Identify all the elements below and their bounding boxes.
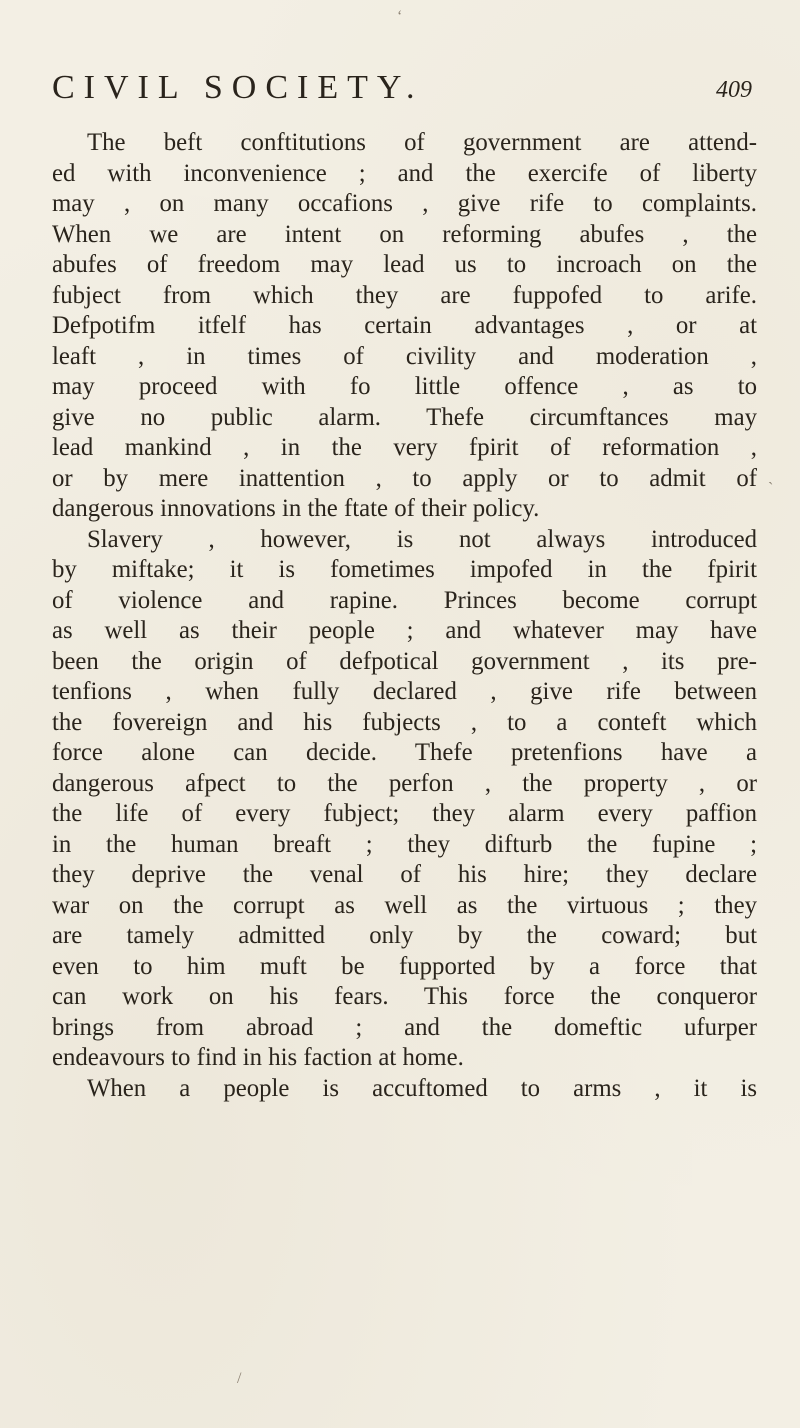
text-line: in the human breaft ; they difturb the fupine ; <box>52 830 757 858</box>
body-text <box>52 128 757 1104</box>
text-line: may , on many occafions , give rife to complaints. <box>52 190 757 217</box>
text-line: fubject from which they are fuppofed to arife. <box>52 281 757 309</box>
text-line: may proceed with fo little offence , as to <box>52 373 757 400</box>
running-head <box>52 68 752 108</box>
stray-mark: ‘ <box>397 8 403 25</box>
text-line: When a people is accuftomed to arms , it is <box>87 1074 757 1102</box>
text-line: as well as their people ; and whatever may have <box>52 617 757 644</box>
text-line: the fovereign and his fubjects , to a conteft which <box>52 708 757 736</box>
text-line: dangerous innovations in the ftate of their policy. <box>52 495 540 522</box>
text-line: the life of every fubject; they alarm every paffion <box>52 800 757 827</box>
stray-mark: / <box>237 1370 242 1387</box>
text-line: of violence and rapine. Princes become corrupt <box>52 586 757 614</box>
stray-mark: ˎ <box>768 468 774 485</box>
text-line: The beft conftitutions of government are attend- <box>87 129 757 156</box>
text-line: give no public alarm. Thefe circumftances may <box>52 403 757 431</box>
text-line: war on the corrupt as well as the virtuous ; they <box>52 891 757 919</box>
text-line: can work on his fears. This force the conqueror <box>52 983 757 1010</box>
text-line: ed with inconvenience ; and the exercife of liberty <box>52 159 757 187</box>
text-line: are tamely admitted only by the coward; but <box>52 922 757 949</box>
text-line: force alone can decide. Thefe pretenfions have a <box>52 739 757 766</box>
text-line: or by mere inattention , to apply or to admit of <box>52 464 757 492</box>
running-title: CIVIL SOCIETY. <box>52 69 424 106</box>
text-line: abufes of freedom may lead us to incroach on the <box>52 251 757 278</box>
text-line: by miftake; it is fometimes impofed in the fpirit <box>52 556 757 583</box>
text-line: they deprive the venal of his hire; they declare <box>52 861 757 888</box>
text-line: endeavours to find in his faction at home. <box>52 1044 464 1071</box>
text-line: dangerous afpect to the perfon , the property , or <box>52 769 757 797</box>
text-line: even to him muft be fupported by a force that <box>52 952 757 980</box>
text-line: brings from abroad ; and the domeftic ufurper <box>52 1013 757 1041</box>
text-line: When we are intent on reforming abufes , the <box>52 220 757 248</box>
page-number: 409 <box>716 77 752 103</box>
text-line: Slavery , however, is not always introduced <box>87 525 757 553</box>
text-line: Defpotifm itfelf has certain advantages , or at <box>52 312 757 339</box>
text-line: been the origin of defpotical government , its pre- <box>52 647 757 675</box>
text-line: leaft , in times of civility and moderation , <box>52 342 757 370</box>
text-line: tenfions , when fully declared , give rife between <box>52 678 757 705</box>
text-line: lead mankind , in the very fpirit of reformation , <box>52 434 757 461</box>
